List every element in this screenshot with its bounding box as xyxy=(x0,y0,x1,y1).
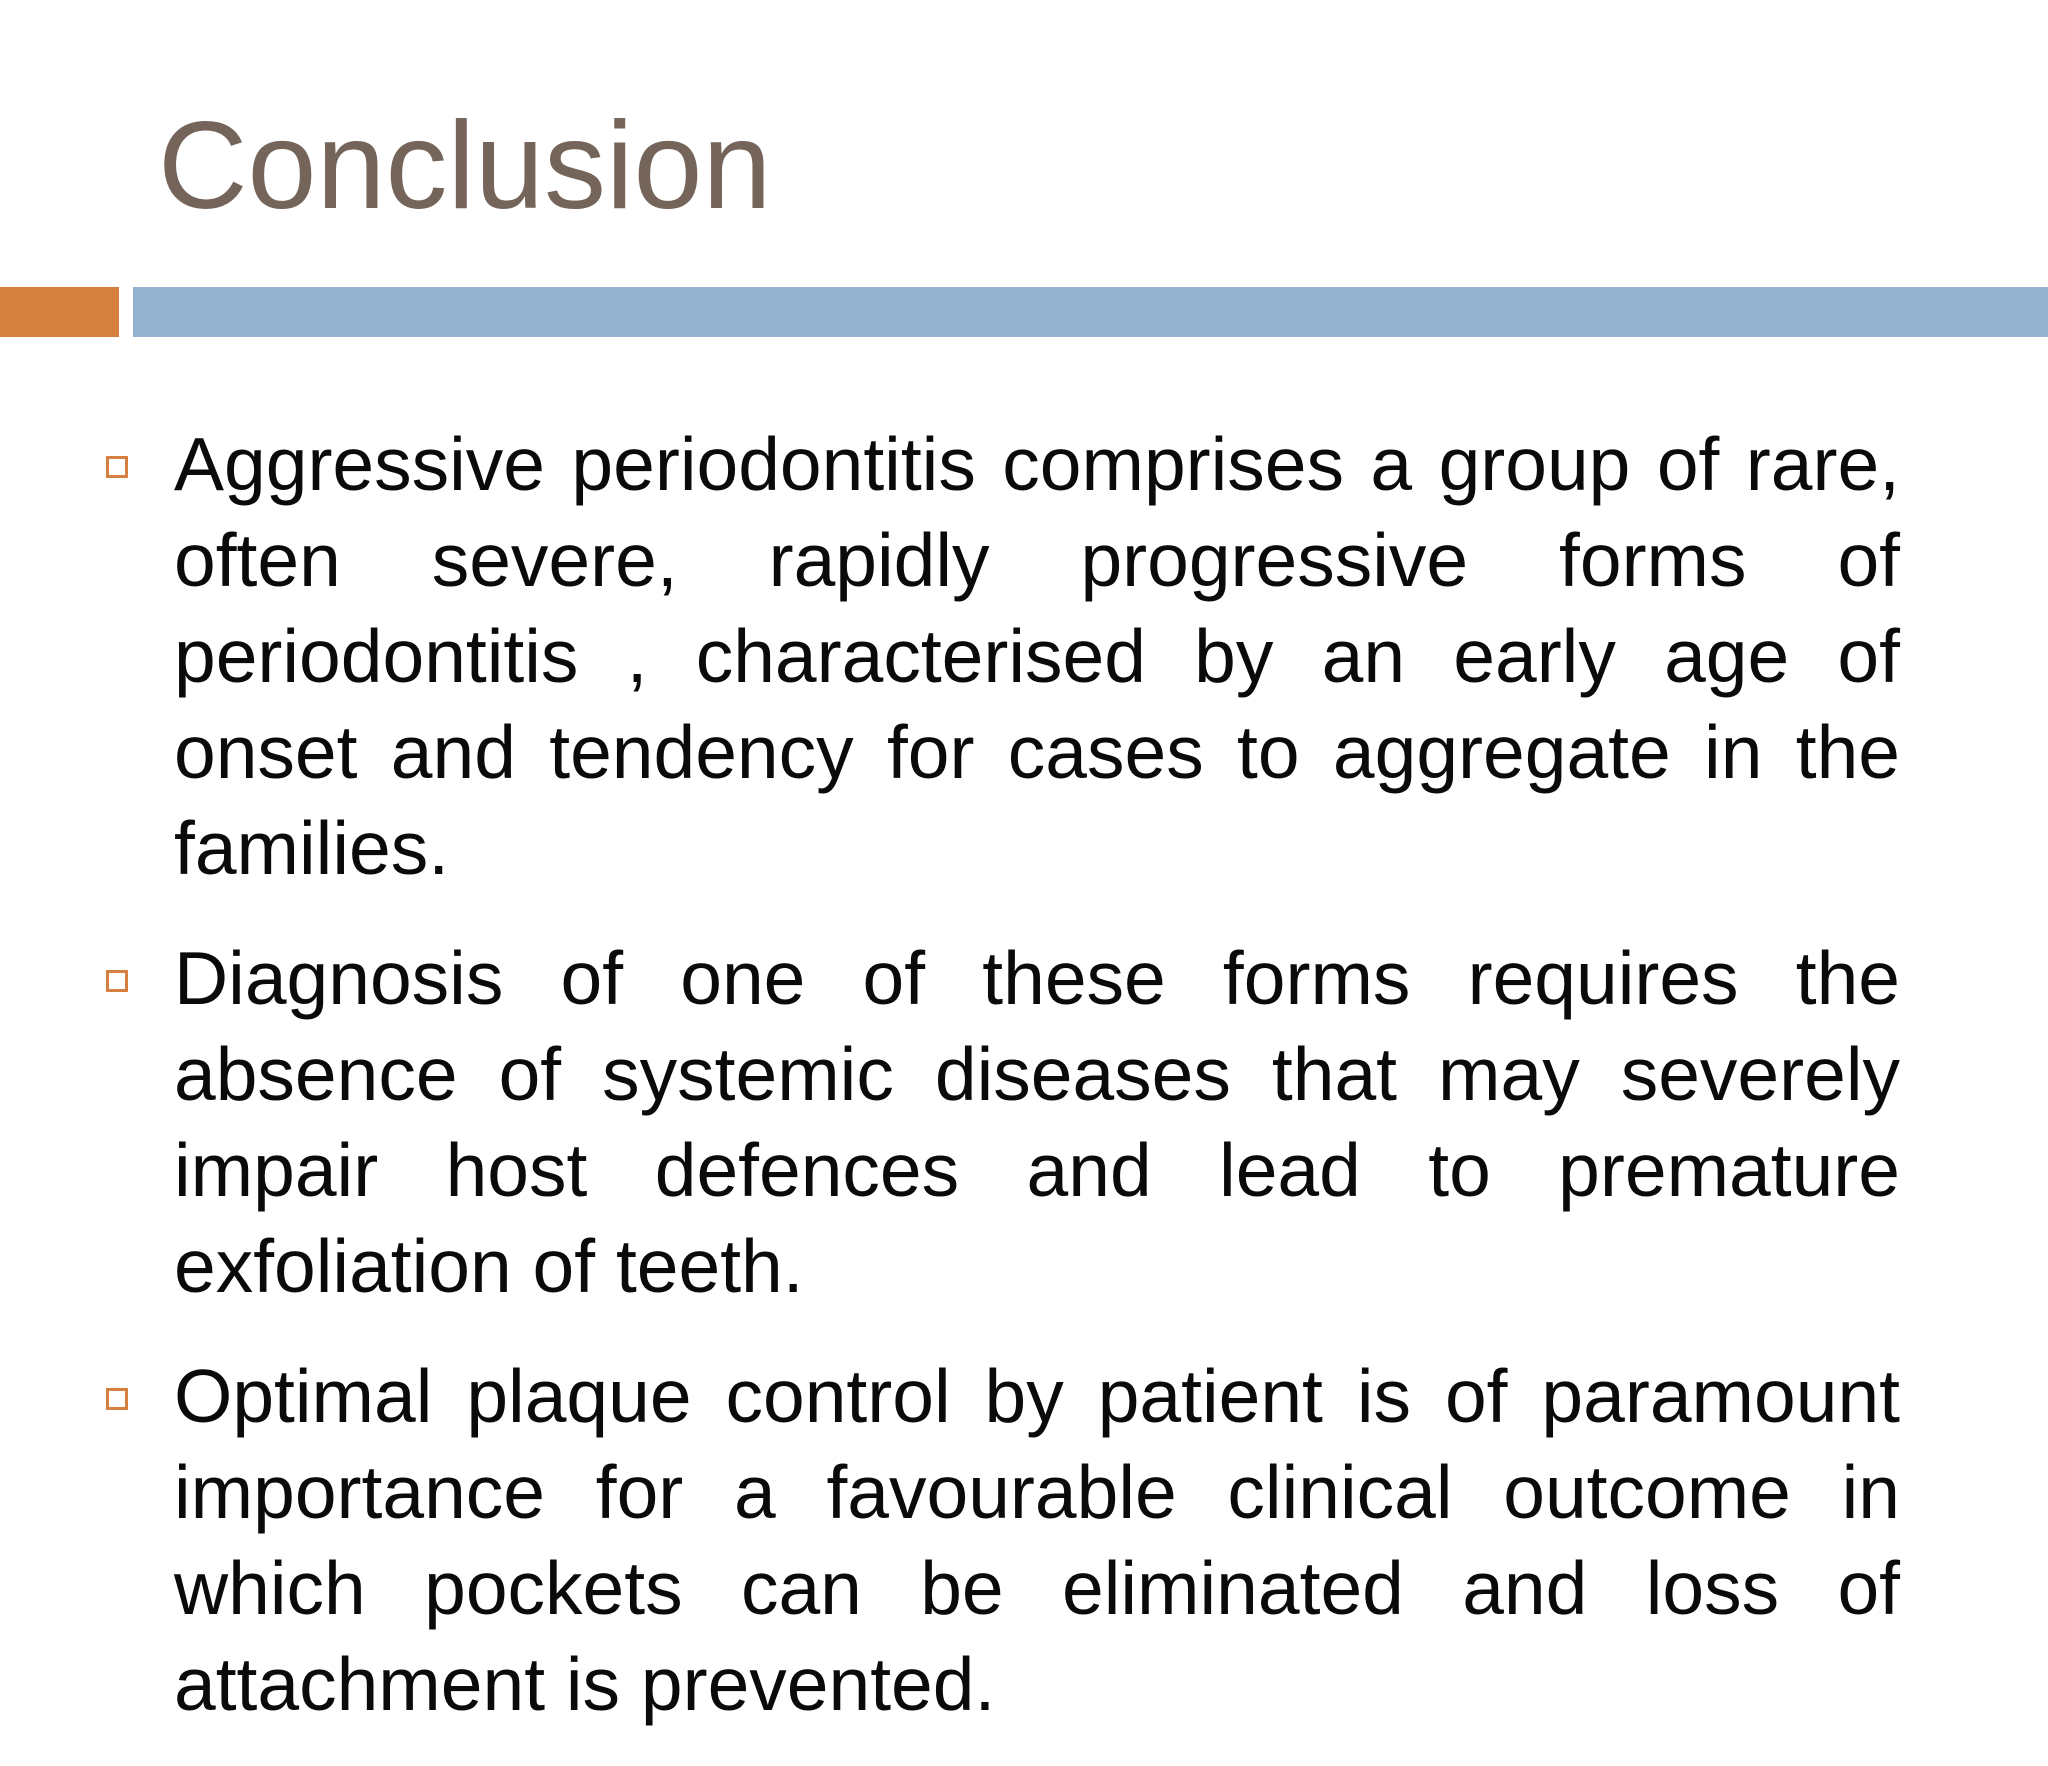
title-divider-bar xyxy=(133,287,2048,337)
bullet-text: Optimal plaque control by patient is of paramount importance for a favourable clinical outcome in which pockets can be eliminated and loss of attachment is prevented. xyxy=(174,1354,1900,1726)
bullet-list xyxy=(0,416,2048,1766)
slide-title: Conclusion xyxy=(158,97,772,235)
accent-bar xyxy=(0,287,119,337)
bullet-text: Aggressive periodontitis comprises a group of rare, often severe, rapidly progressive forms of periodontitis , characterised by an early age of onset and tendency for cases to aggregate in the families. xyxy=(174,422,1900,890)
bullet-item xyxy=(0,930,2048,1314)
hollow-square-icon xyxy=(106,1388,128,1410)
hollow-square-icon xyxy=(106,970,128,992)
bullet-item xyxy=(0,416,2048,896)
bullet-text: Diagnosis of one of these forms requires the absence of systemic diseases that may severely impair host defences and lead to premature exfoliation of teeth. xyxy=(174,936,1900,1308)
bullet-item xyxy=(0,1348,2048,1732)
hollow-square-icon xyxy=(106,456,128,478)
